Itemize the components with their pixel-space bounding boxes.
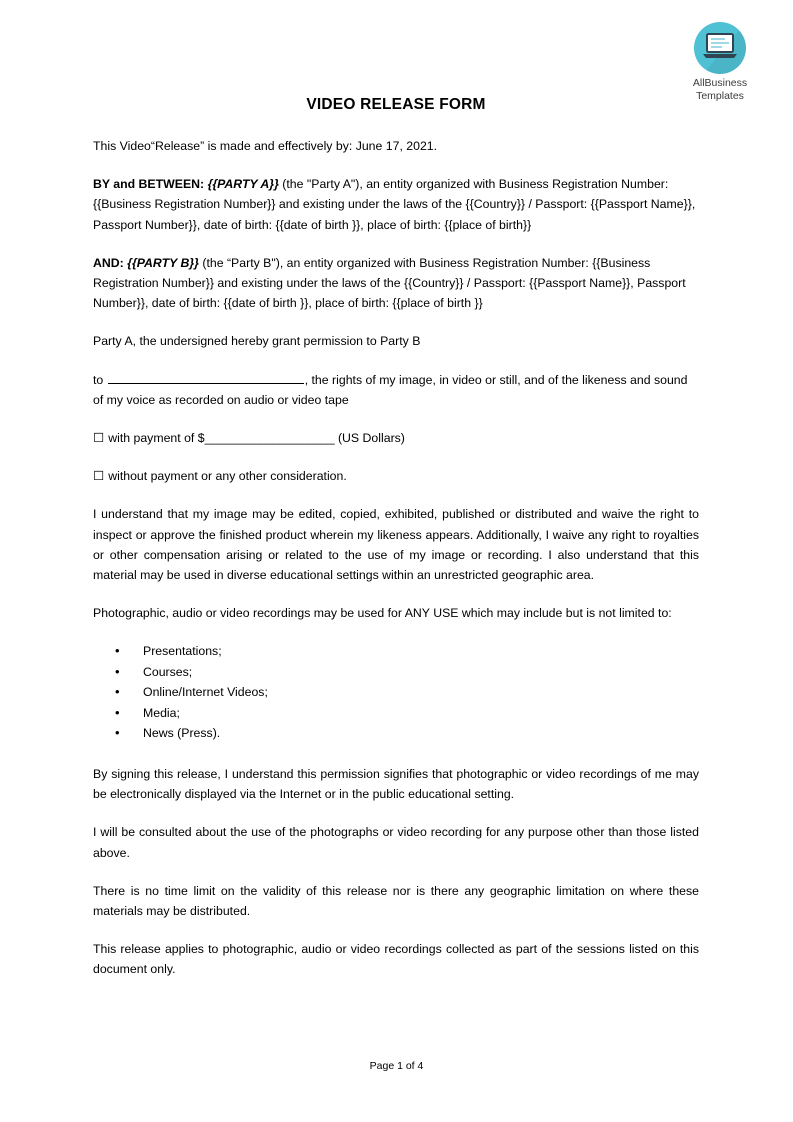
no-payment-option-label: without payment or any other consideration. <box>108 469 347 484</box>
name-blank-field[interactable] <box>108 370 304 384</box>
party-b-paragraph <box>93 253 699 314</box>
payment-option-row <box>93 428 699 448</box>
party-a-text: (the "Party A"), an entity organized with Business Registration Number: {{Business Registration Number}} and existing under the laws of the {{Country}} / Passport: {{Passport Name}}, Passport Number}}, date of birth: {{date of birth }}, place of birth: {{place of birth}} <box>93 177 696 232</box>
page-footer: Page 1 of 4 <box>369 1060 424 1072</box>
signing-paragraph: By signing this release, I understand this permission signifies that photographic or video recordings of me may be electronically displayed via the Internet or in the public educational setting. <box>93 766 699 802</box>
effective-date-line: This Video“Release” is made and effectively by: June 17, 2021. <box>93 139 438 153</box>
any-use-paragraph: Photographic, audio or video recordings may be used for ANY USE which may include but is not limited to: <box>93 606 672 621</box>
time-limit-paragraph: There is no time limit on the validity of this release nor is there any geographic limitation on where these materials may be distributed. <box>93 883 699 918</box>
party-b-placeholder: {{PARTY B}} <box>127 255 199 270</box>
grant-permission-line: Party A, the undersigned hereby grant permission to Party B <box>93 334 421 349</box>
party-b-text: (the “Party B"), an entity organized with Business Registration Number: {{Business Registration Number}} and existing under the laws of the {{Country}} / Passport: {{Passport Name}}, Passport Number}}, date of birth: {{date of birth }}, place of birth: {{place of birth }} <box>93 255 686 311</box>
list-item: • Media; <box>143 703 699 724</box>
party-a-paragraph <box>93 174 699 235</box>
uses-list <box>93 641 699 744</box>
party-b-label: AND: <box>93 255 124 270</box>
page-title: VIDEO RELEASE FORM <box>306 96 486 113</box>
list-item: • Online/Internet Videos; <box>143 682 699 703</box>
payment-option-label: with payment of $___________________ (US Dollars) <box>108 431 405 446</box>
list-item: • Presentations; <box>143 641 699 662</box>
checkbox-without-payment[interactable]: ☐ <box>93 469 105 484</box>
document-body <box>93 96 699 998</box>
brand-line-1: AllBusiness <box>692 77 748 89</box>
applies-paragraph: This release applies to photographic, audio or video recordings collected as part of the sessions listed on this document only. <box>93 942 699 977</box>
rights-suffix: , the rights of my image, in video or still, and of the likeness and sound of my voice as recorded on audio or video tape <box>93 372 688 407</box>
consulted-paragraph: I will be consulted about the use of the photographs or video recording for any purpose other than those listed above. <box>93 825 699 860</box>
list-item: • Courses; <box>143 662 699 683</box>
brand-logo <box>670 22 770 102</box>
rights-paragraph <box>93 370 699 410</box>
brand-line-2: Templates <box>696 89 744 102</box>
list-item: • News (Press). <box>143 723 699 744</box>
checkbox-with-payment[interactable]: ☐ <box>93 431 105 446</box>
laptop-glyph <box>703 33 737 61</box>
party-a-placeholder: {{PARTY A}} <box>207 177 279 192</box>
understanding-paragraph: I understand that my image may be edited, copied, exhibited, published or distributed and waive the right to inspect or approve the finished product wherein my likeness appears. Additionally, I waive any right to royalties or other compensation arising or related to the use of my image or recording. I also understand that this material may be used in diverse educational settings within an unrestricted geographic area. <box>93 507 699 583</box>
laptop-icon <box>694 22 746 74</box>
rights-prefix: to <box>93 372 107 387</box>
no-payment-option-row <box>93 466 699 486</box>
party-a-label: BY and BETWEEN: <box>93 177 205 192</box>
